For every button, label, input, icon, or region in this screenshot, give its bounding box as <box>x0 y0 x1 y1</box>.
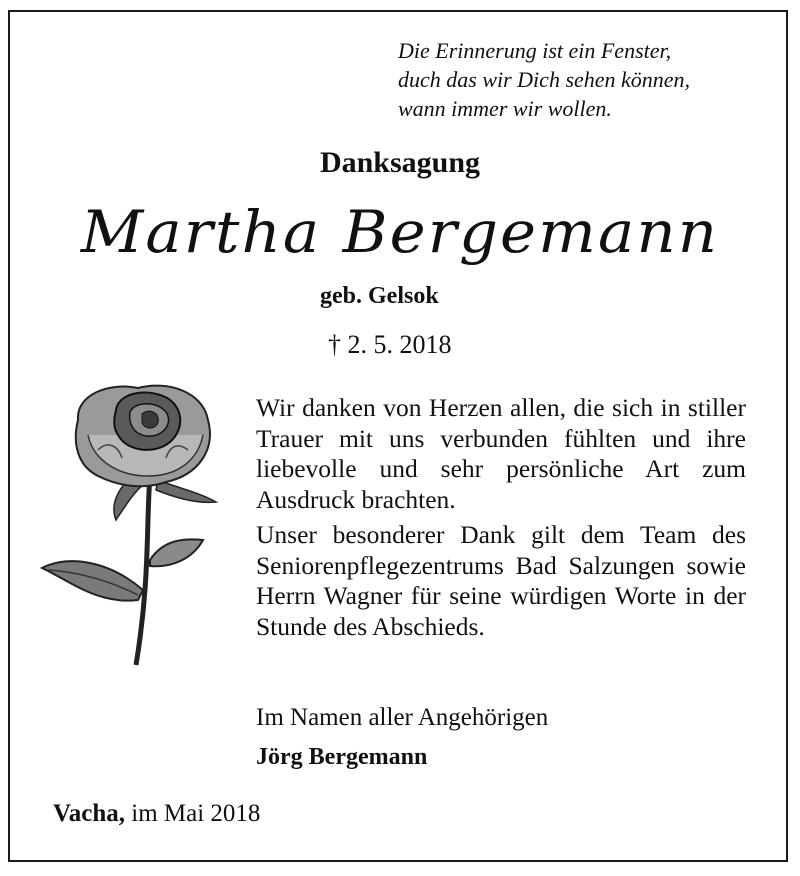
page-title: Danksagung <box>319 146 481 179</box>
place-town: Vacha, <box>53 800 126 827</box>
memorial-quote <box>398 36 778 123</box>
signature-intro: Im Namen aller Angehörigen <box>256 704 549 731</box>
place-date-text: im Mai 2018 <box>131 800 261 827</box>
place-date <box>53 800 260 828</box>
death-date: † 2. 5. 2018 <box>328 330 452 359</box>
thanks-text <box>256 393 746 647</box>
thanks-paragraph: Unser besonderer Dank gilt dem Team des Seniorenpflegezentrums Bad Salzungen sowie Herrn Wagner für seine würdigen Worte in der Stunde des Abschieds. <box>256 520 746 641</box>
quote-line: duch das wir Dich sehen können, <box>398 67 691 92</box>
thanks-paragraph: Wir danken von Herzen allen, die sich in stiller Trauer mit uns verbunden fühlten und ihre liebevolle und sehr persönliche Art zum Ausdruck brachten. <box>256 393 746 514</box>
quote-line: wann immer wir wollen. <box>398 96 612 121</box>
deceased-name: Martha Bergemann <box>80 198 720 266</box>
quote-line: Die Erinnerung ist ein Fenster, <box>398 38 672 63</box>
rose-icon <box>38 380 228 670</box>
maiden-name: geb. Gelsok <box>320 283 439 309</box>
signer-name: Jörg Bergemann <box>256 744 428 770</box>
